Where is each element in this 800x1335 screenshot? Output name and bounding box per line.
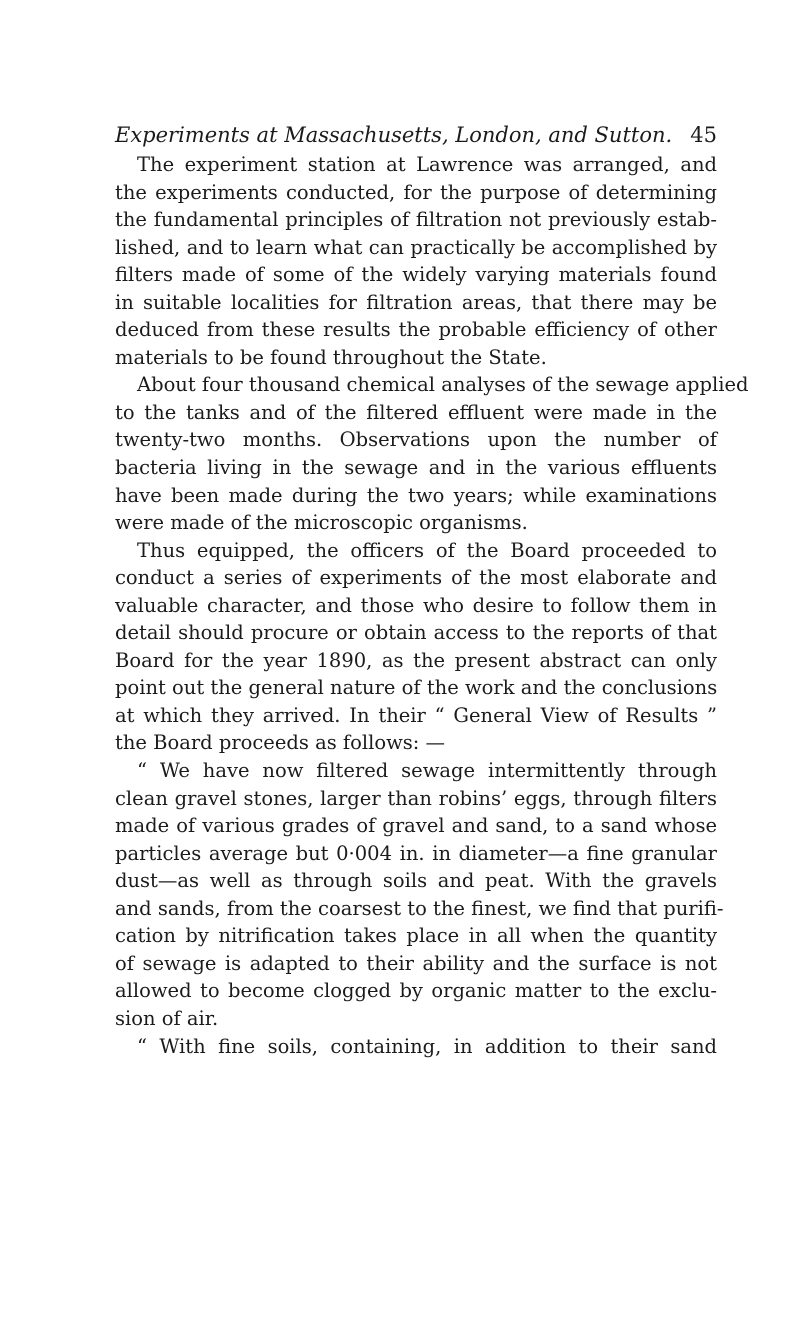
text-line: sion of air. bbox=[115, 1006, 219, 1030]
text-line: conduct a series of experiments of the most elaborate and bbox=[115, 566, 717, 590]
text-line: twenty-two months. Observations upon the number of bbox=[115, 428, 717, 452]
text-line: and sands, from the coarsest to the finest, we find that purifi- bbox=[115, 896, 724, 920]
text-line: allowed to become clogged by organic matter to the exclu- bbox=[115, 979, 717, 1003]
text-line: point out the general nature of the work and the conclusions bbox=[115, 676, 718, 700]
text-line: valuable character, and those who desire to follow them in bbox=[115, 593, 717, 617]
text-line: “ With fine soils, containing, in addition to their sand bbox=[137, 1034, 717, 1058]
text-line: deduced from these results the probable efficiency of other bbox=[115, 318, 717, 342]
text-line: the experiments conducted, for the purpose of determining bbox=[115, 180, 717, 204]
text-line: in suitable localities for filtration areas, that there may be bbox=[115, 290, 717, 314]
text-line: of sewage is adapted to their ability and the surface is not bbox=[115, 951, 717, 975]
text-line: the Board proceeds as follows: — bbox=[115, 731, 446, 755]
text-line: filters made of some of the widely varying materials found bbox=[115, 263, 717, 287]
text-line: Board for the year 1890, as the present abstract can only bbox=[115, 648, 717, 672]
text-line: cation by nitrification takes place in all when the quantity bbox=[115, 924, 717, 948]
running-head-title: Experiments at Massachusetts, London, and Sutton. bbox=[115, 123, 673, 147]
text-line: dust—as well as through soils and peat. With the gravels bbox=[115, 869, 717, 893]
text-line: to the tanks and of the filtered effluent were made in the bbox=[115, 400, 717, 424]
text-line: materials to be found throughout the State. bbox=[115, 345, 547, 369]
text-line: have been made during the two years; while examinations bbox=[115, 483, 717, 507]
running-head bbox=[115, 120, 717, 150]
text-line: lished, and to learn what can practically be accomplished by bbox=[115, 235, 717, 259]
page-number: 45 bbox=[690, 123, 717, 147]
text-line: clean gravel stones, larger than robins’ eggs, through filters bbox=[115, 786, 717, 810]
text-line: “ We have now filtered sewage intermittently through bbox=[137, 759, 717, 783]
text-line: detail should procure or obtain access to the reports of that bbox=[115, 621, 717, 645]
text-line: were made of the microscopic organisms. bbox=[115, 511, 528, 535]
text-line: The experiment station at Lawrence was arranged, and bbox=[137, 153, 717, 176]
text-line: bacteria living in the sewage and in the various effluents bbox=[115, 456, 717, 480]
text-line: made of various grades of gravel and sand, to a sand whose bbox=[115, 814, 717, 838]
body-text bbox=[115, 151, 749, 1060]
text-line: About four thousand chemical analyses of the sewage applied bbox=[137, 373, 749, 397]
text-line: Thus equipped, the officers of the Board proceeded to bbox=[137, 538, 717, 562]
text-line: the fundamental principles of filtration not previously estab- bbox=[115, 208, 717, 232]
text-line: at which they arrived. In their “ General View of Results ” bbox=[115, 703, 717, 727]
text-line: particles average but 0·004 in. in diameter—a fine granular bbox=[115, 841, 717, 865]
